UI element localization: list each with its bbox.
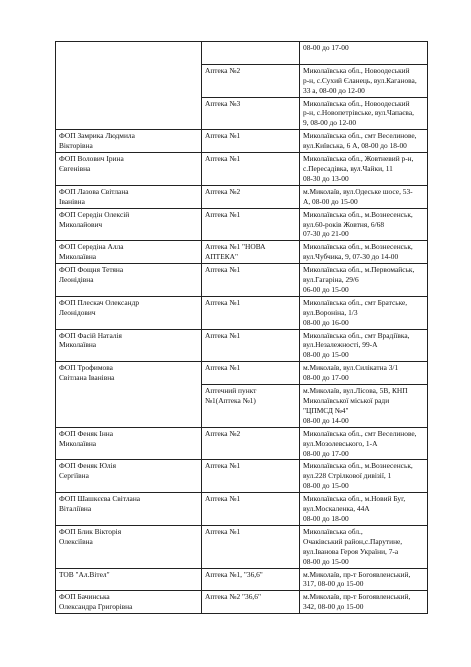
fop-name-line: ФОП Блик Вікторія: [59, 526, 122, 536]
fop-cell: [56, 153, 202, 186]
address-line: Очаківський район,с.Парутине,: [303, 536, 403, 546]
address-line: м.Миколаїв, пр-т Богоявленський,: [303, 569, 411, 579]
address-line: 08-00 до 15-00: [303, 481, 349, 491]
pharmacy-name-cell: [202, 130, 300, 153]
pharmacy-name-line: [205, 220, 296, 230]
fop-name-line: Олександра Григорівна: [59, 602, 133, 612]
pharmacy-name-line: Аптека №1: [205, 526, 241, 536]
address-line: 33 а, 08-00 до 12-00: [303, 85, 365, 95]
fop-name-line: Іванівна: [59, 196, 85, 206]
address-line: 342, 08-00 до 15-00: [303, 602, 364, 612]
pharmacy-name-cell: [202, 568, 300, 591]
fop-cell: [56, 460, 202, 493]
table-row: [56, 153, 428, 186]
address-line: 07-30 до 21-00: [303, 229, 349, 239]
pharmacy-name-cell: [202, 362, 300, 385]
address-line: Миколаївська обл., Новоодеський: [303, 98, 410, 108]
address-line: Миколаївська обл., м.Вознесенськ,: [303, 461, 413, 471]
address-line: с.Пересадівка, вул.Чайки, 11: [303, 163, 393, 173]
table-row: [56, 264, 428, 297]
pharmacy-name-line: [205, 76, 296, 86]
document-page: [55, 41, 427, 614]
pharmacy-name-line: Аптека №2: [205, 186, 241, 196]
address-line: р-н, с.Сухий Єланець, вул.Каганова,: [303, 75, 417, 85]
fop-name-line: ФОП Феняк Юлія: [59, 461, 117, 471]
address-line: Миколаївська обл., смт Веселинове,: [303, 131, 417, 141]
fop-name-line: ФОП Шашкєєва Світлана: [59, 494, 141, 504]
address-line: 08-00 до 16-00: [303, 317, 349, 327]
table-row: [56, 427, 428, 460]
pharmacy-name-cell: [202, 208, 300, 241]
pharmacy-address-cell: [300, 97, 428, 130]
fop-name-line: ФОП Фощня Тетяна: [59, 265, 124, 275]
pharmacy-name-line: Аптека №1: [205, 209, 241, 219]
fop-name-line: ФОП Середіна Алла: [59, 242, 124, 252]
address-line: Миколаївська обл., м.Вознесенськ,: [303, 209, 413, 219]
fop-cell: [56, 427, 202, 460]
table-row: [56, 525, 428, 568]
address-line: м.Миколаїв, вул.Одеське шосе, 53-: [303, 186, 413, 196]
pharmacy-address-cell: [300, 385, 428, 428]
pharmacy-name-line: [205, 53, 296, 63]
pharmacy-name-line: [205, 340, 296, 350]
fop-name-line: Леонідович: [59, 307, 96, 317]
fop-name-line: Віталіївна: [59, 504, 92, 514]
fop-cell: [56, 525, 202, 568]
pharmacy-name-cell: [202, 185, 300, 208]
fop-name-line: Миколайович: [59, 219, 103, 229]
address-line: вул.Чубчика, 9, 07-30 до 14-00: [303, 252, 399, 262]
address-line: м.Миколаїв, вул.Лісова, 5В, КНП: [303, 386, 408, 396]
pharmacy-name-line: Аптека №1 "НОВА: [205, 242, 266, 252]
address-line: Миколаївська обл., м.Новий Буг,: [303, 494, 406, 504]
pharmacy-name-line: [205, 108, 296, 118]
address-line: вул.Незалежності, 99-А: [303, 340, 378, 350]
fop-name-line: ФОП Феняк Інна: [59, 428, 114, 438]
fop-name-line: ФОП Трофимова: [59, 363, 113, 373]
fop-cell: [56, 568, 202, 591]
address-line: вул.Москаленка, 44А: [303, 504, 370, 514]
fop-name-line: Миколаївна: [59, 252, 97, 262]
pharmacy-name-line: [205, 602, 296, 612]
address-line: р-н, с.Новопетрівське, вул.Чапаєва,: [303, 108, 414, 118]
pharmacy-address-cell: [300, 493, 428, 526]
pharmacy-name-line: [205, 471, 296, 481]
fop-name-line: ФОП Середін Олексій: [59, 209, 130, 219]
fop-cell: [56, 130, 202, 153]
address-line: 08-00 до 17-00: [303, 43, 349, 52]
pharmacy-name-line: [205, 275, 296, 285]
address-line: Миколаївська обл., Новоодеський: [303, 65, 410, 75]
address-line: вул.228 Стрілкової дивізії, 1: [303, 471, 392, 481]
pharmacy-name-line: Аптечний пункт: [205, 386, 257, 396]
pharmacy-address-cell: [300, 64, 428, 97]
address-line: Миколаївська обл., м.Первомайськ,: [303, 265, 415, 275]
pharmacy-name-cell: [202, 427, 300, 460]
pharmacy-address-cell: [300, 568, 428, 591]
address-line: Миколаївська обл., м.Вознесенськ,: [303, 242, 413, 252]
address-line: А, 08-00 до 15-00: [303, 196, 358, 206]
table-row: [56, 460, 428, 493]
address-line: 08-00 до 17-00: [303, 373, 349, 383]
pharmacy-address-cell: [300, 362, 428, 385]
address-line: 08-00 до 14-00: [303, 415, 349, 425]
pharmacy-address-cell: [300, 185, 428, 208]
table-row: [56, 241, 428, 264]
address-line: 9, 08-00 до 12-00: [303, 118, 357, 128]
pharmacy-address-cell: [300, 208, 428, 241]
table-row: [56, 185, 428, 208]
address-line: Миколаївська обл., смт Веселинове,: [303, 428, 417, 438]
address-line: "ЦПМСД №4": [303, 405, 349, 415]
fop-name-line: Олексіївна: [59, 536, 93, 546]
pharmacy-table-body: [56, 42, 428, 614]
pharmacy-name-line: [205, 373, 296, 383]
pharmacy-address-cell: [300, 591, 428, 614]
pharmacy-name-line: Аптека №1: [205, 265, 241, 275]
address-line: 08-00 до 18-00: [303, 513, 349, 523]
fop-cell: [56, 185, 202, 208]
pharmacy-address-cell: [300, 153, 428, 186]
address-line: вул.Гагаріна, 29/6: [303, 275, 359, 285]
fop-name-line: ФОП Плескач Олександр: [59, 297, 140, 307]
pharmacy-name-line: Аптека №2: [205, 428, 241, 438]
fop-cell: [56, 493, 202, 526]
pharmacy-name-line: Аптека №1: [205, 297, 241, 307]
table-row: [56, 329, 428, 362]
address-line: вул.Мозолевського, 1-А: [303, 438, 378, 448]
pharmacy-name-cell: [202, 241, 300, 264]
fop-cell: [56, 591, 202, 614]
table-row: [56, 493, 428, 526]
pharmacy-name-line: [205, 504, 296, 514]
pharmacy-name-line: Аптека №3: [205, 98, 241, 108]
pharmacy-name-line: Аптека №1: [205, 330, 241, 340]
pharmacy-name-line: [205, 439, 296, 449]
fop-name-line: ФОП Фасій Наталія: [59, 330, 122, 340]
address-line: 08-00 до 15-00: [303, 556, 349, 566]
table-row: [56, 568, 428, 591]
table-row: [56, 296, 428, 329]
pharmacy-name-cell: [202, 97, 300, 130]
pharmacy-address-cell: [300, 42, 428, 65]
pharmacy-name-cell: [202, 385, 300, 428]
fop-name-line: [59, 53, 198, 63]
address-line: Миколаївської міської ради: [303, 396, 390, 405]
fop-name-line: ФОП Замрика Людмила: [59, 131, 135, 141]
address-line: вул.Іванова Героя України, 7-а: [303, 546, 399, 556]
pharmacy-name-line: [205, 537, 296, 547]
address-line: Миколаївська обл.,: [303, 526, 363, 536]
pharmacy-name-cell: [202, 64, 300, 97]
address-line: м.Миколаїв, вул.Силікатна 3/1: [303, 363, 399, 373]
address-line: 08-30 до 13-00: [303, 173, 349, 183]
pharmacy-name-line: №1(Аптека №1): [205, 396, 256, 405]
address-line: вул.60-років Жовтня, 6/68: [303, 219, 385, 229]
pharmacy-name-line: Аптека №1: [205, 131, 241, 141]
pharmacy-name-line: [205, 579, 296, 589]
pharmacy-name-cell: [202, 460, 300, 493]
pharmacy-name-line: Аптека №1: [205, 461, 241, 471]
pharmacy-address-cell: [300, 241, 428, 264]
fop-cell: [56, 42, 202, 130]
pharmacy-name-line: Аптека №1, "36,6": [205, 569, 263, 579]
fop-name-line: Леонідівна: [59, 275, 94, 285]
fop-cell: [56, 264, 202, 297]
pharmacy-name-cell: [202, 153, 300, 186]
pharmacy-name-line: Аптека №1: [205, 494, 241, 504]
pharmacy-name-line: [205, 43, 296, 53]
address-line: м.Миколаїв, пр-т Богоявленський,: [303, 592, 411, 602]
pharmacy-address-cell: [300, 427, 428, 460]
address-line: вул.Вороніна, 1/3: [303, 307, 358, 317]
address-line: 08-00 до 15-00: [303, 350, 349, 360]
pharmacy-name-cell: [202, 264, 300, 297]
fop-cell: [56, 362, 202, 427]
pharmacy-table: [55, 41, 428, 614]
pharmacy-name-cell: [202, 42, 300, 65]
address-line: 08-00 до 17-00: [303, 448, 349, 458]
fop-name-line: Вікторівна: [59, 141, 93, 151]
address-line: 317, 08-00 до 15-00: [303, 579, 364, 589]
pharmacy-name-cell: [202, 329, 300, 362]
pharmacy-name-cell: [202, 591, 300, 614]
fop-name-line: Світлана Іванівна: [59, 373, 115, 383]
fop-cell: [56, 241, 202, 264]
address-line: Миколаївська обл., смт Врадіївка,: [303, 330, 410, 340]
table-row: [56, 130, 428, 153]
pharmacy-name-cell: [202, 493, 300, 526]
pharmacy-address-cell: [300, 296, 428, 329]
fop-name-line: Миколаївна: [59, 438, 97, 448]
fop-name-line: ФОП Волович Ірина: [59, 154, 124, 164]
address-line: вул.Київська, 6 А, 08-00 до 18-00: [303, 141, 407, 151]
pharmacy-address-cell: [300, 329, 428, 362]
fop-cell: [56, 296, 202, 329]
address-line: 06-00 до 15-00: [303, 284, 349, 294]
pharmacy-name-line: АПТЕКА": [205, 252, 238, 262]
fop-name-line: ФОП Лазова Світлана: [59, 186, 129, 196]
table-row: [56, 42, 428, 65]
fop-name-line: [59, 43, 198, 53]
table-row: [56, 591, 428, 614]
pharmacy-name-line: [205, 141, 296, 151]
fop-name-line: Сергіївна: [59, 471, 89, 481]
pharmacy-name-line: [205, 308, 296, 318]
pharmacy-address-cell: [300, 130, 428, 153]
address-line: Миколаївська обл., Жовтневий р-н,: [303, 154, 414, 164]
pharmacy-name-line: [205, 164, 296, 174]
fop-name-line: ФОП Бачинська: [59, 592, 110, 602]
pharmacy-name-cell: [202, 296, 300, 329]
pharmacy-address-cell: [300, 460, 428, 493]
fop-name-line: Євгенівна: [59, 163, 91, 173]
fop-name-line: ТОВ "Ал.Вітел": [59, 569, 110, 579]
pharmacy-name-line: Аптека №2: [205, 65, 241, 75]
pharmacy-name-cell: [202, 525, 300, 568]
address-line: Миколаївська обл., смт Братське,: [303, 297, 408, 307]
fop-cell: [56, 208, 202, 241]
fop-name-line: [59, 579, 198, 589]
pharmacy-name-line: [205, 197, 296, 207]
pharmacy-name-line: Аптека №1: [205, 154, 241, 164]
pharmacy-address-cell: [300, 264, 428, 297]
pharmacy-name-line: Аптека №1: [205, 363, 241, 373]
table-row: [56, 208, 428, 241]
pharmacy-address-cell: [300, 525, 428, 568]
fop-cell: [56, 329, 202, 362]
table-row: [56, 362, 428, 385]
fop-name-line: Миколаївна: [59, 340, 97, 350]
pharmacy-name-line: Аптека №2 "36,6": [205, 592, 261, 602]
